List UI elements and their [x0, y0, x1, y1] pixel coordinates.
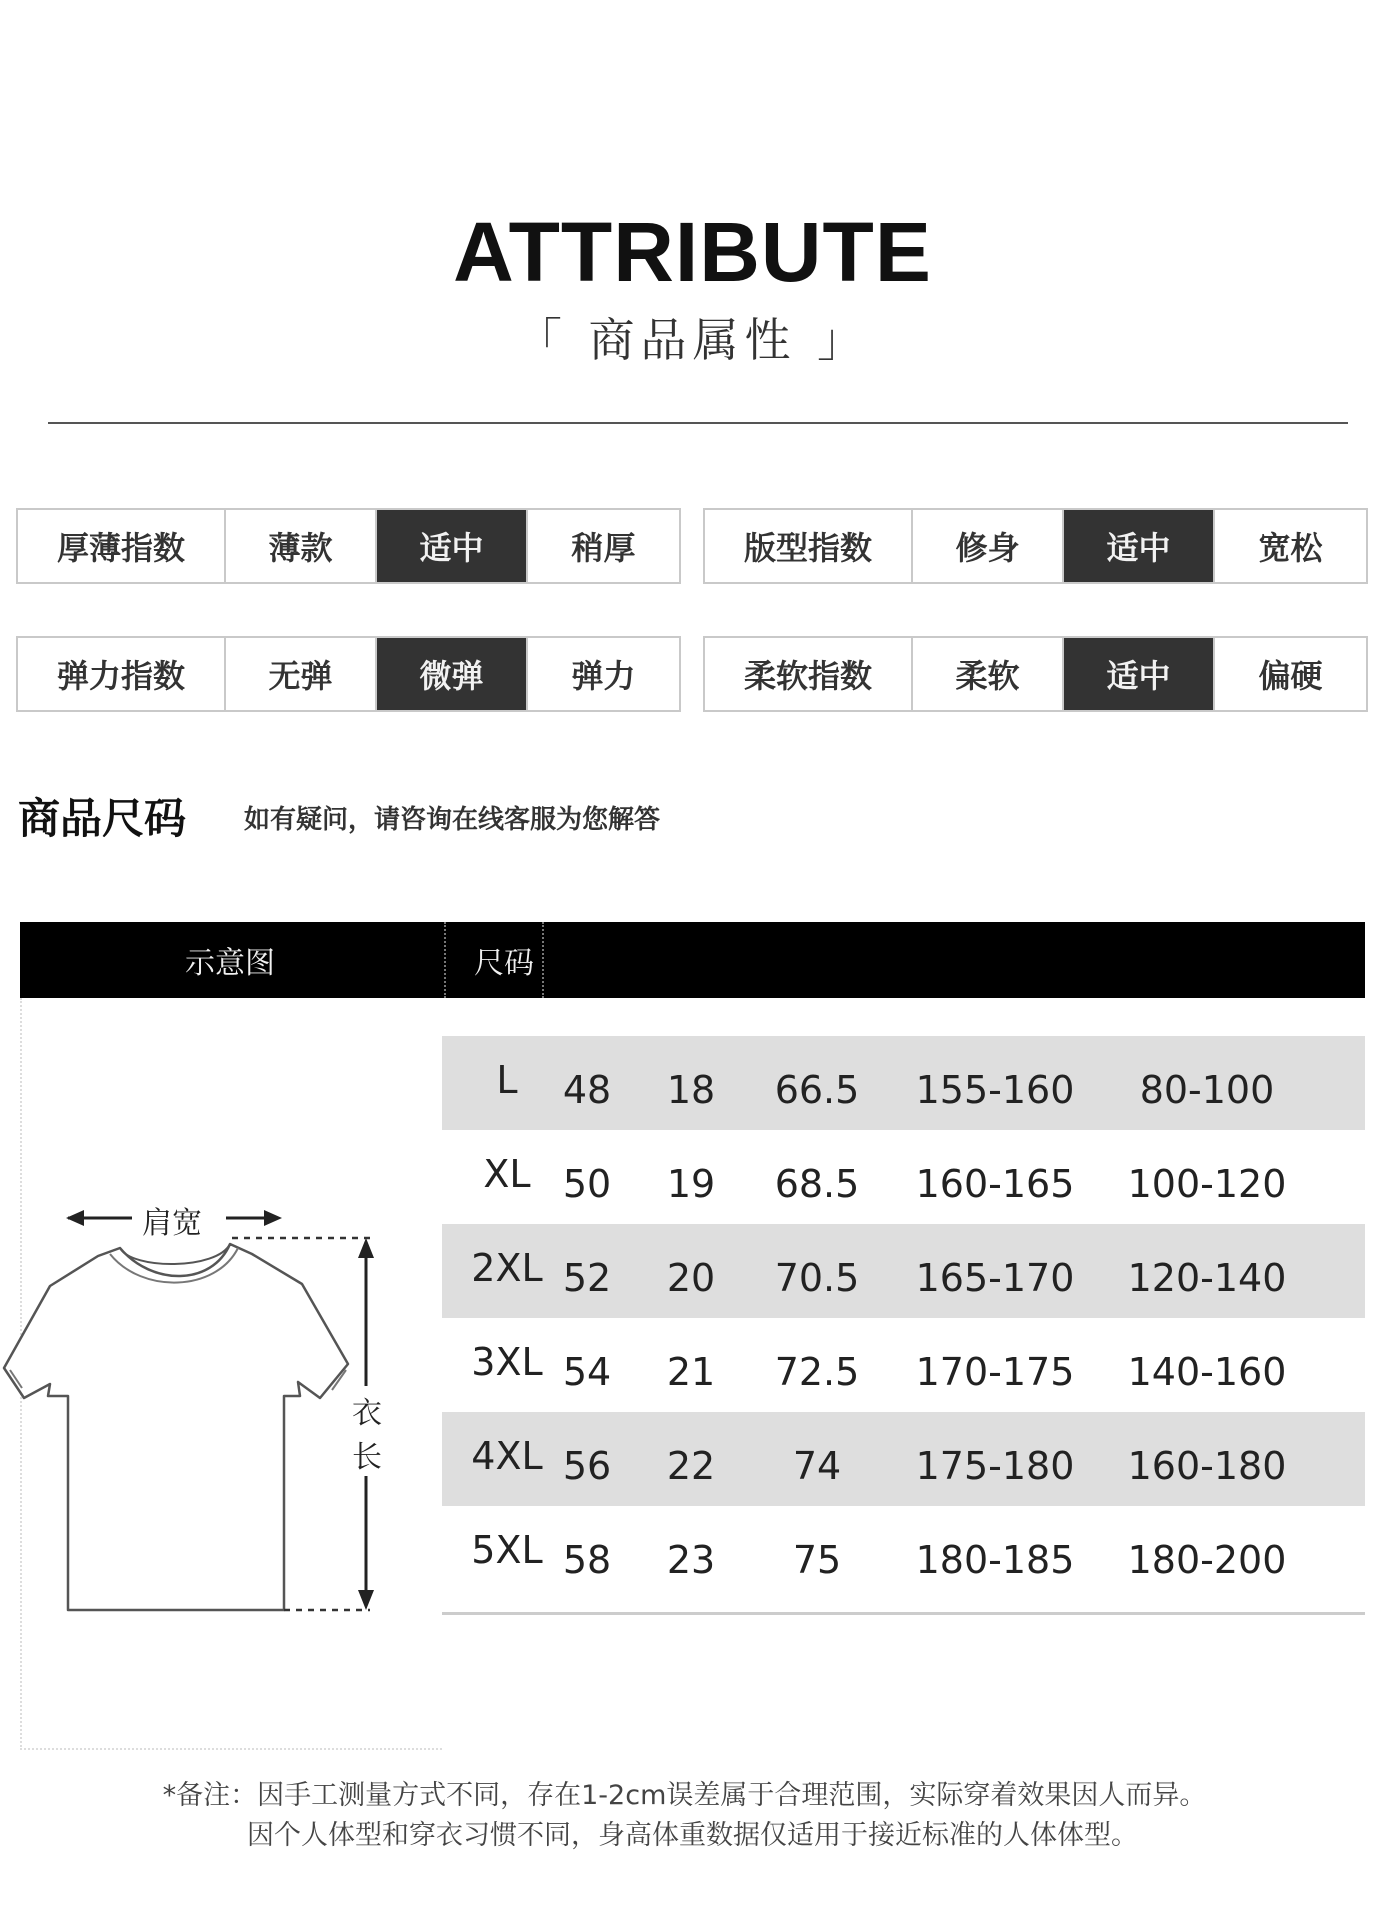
table-bottom-border — [442, 1612, 1365, 1615]
cell-value: 165-170 — [915, 1256, 1075, 1300]
cell-value: 58 — [562, 1538, 612, 1582]
attribute-fit — [703, 508, 1368, 584]
cell-value: 140-160 — [1127, 1350, 1287, 1394]
attribute-thickness — [16, 508, 681, 584]
size-table-header — [20, 922, 1365, 998]
attribute-option: 柔软 — [913, 638, 1064, 710]
cell-value: 50 — [562, 1162, 612, 1206]
size-section-heading: 商品尺码 — [18, 794, 187, 843]
cell-value: 120-140 — [1127, 1256, 1287, 1300]
size-section-note: 如有疑问，请咨询在线客服为您解答 — [244, 805, 661, 835]
attribute-stretch — [16, 636, 681, 712]
attribute-option-selected: 微弹 — [377, 638, 528, 710]
cell-size: 5XL — [471, 1528, 543, 1572]
cell-size: 4XL — [471, 1434, 543, 1478]
cell-value: 80-100 — [1139, 1068, 1275, 1112]
tshirt-diagram — [2, 998, 422, 1748]
page-title: ATTRIBUTE — [453, 205, 932, 299]
cell-size: 2XL — [471, 1246, 543, 1290]
cell-value: 21 — [666, 1350, 716, 1394]
attribute-option-selected: 适中 — [377, 510, 528, 582]
attribute-option: 宽松 — [1258, 529, 1323, 567]
size-table-body — [442, 1036, 1365, 1600]
attribute-option-selected: 适中 — [1064, 638, 1215, 710]
footer-note-line1: *备注：因手工测量方式不同，存在1-2cm误差属于合理范围，实际穿着效果因人而异。 — [162, 1780, 1207, 1811]
header-diagram: 示意图 — [185, 946, 275, 981]
table-row — [442, 1036, 1365, 1130]
cell-value: 70.5 — [774, 1256, 860, 1300]
cell-size: 3XL — [471, 1340, 543, 1384]
attribute-option: 无弹 — [226, 638, 377, 710]
cell-value: 180-200 — [1127, 1538, 1287, 1582]
cell-value: 66.5 — [774, 1068, 860, 1112]
cell-value: 74 — [792, 1444, 842, 1488]
attribute-option: 偏硬 — [1258, 657, 1323, 695]
cell-value: 75 — [792, 1538, 842, 1582]
table-row — [442, 1412, 1365, 1506]
cell-value: 175-180 — [915, 1444, 1075, 1488]
cell-value: 54 — [562, 1350, 612, 1394]
cell-value: 48 — [562, 1068, 612, 1112]
attribute-option: 弹力 — [571, 657, 636, 695]
header-size: 尺码 — [444, 922, 544, 998]
cell-size: XL — [483, 1152, 531, 1196]
cell-value: 18 — [666, 1068, 716, 1112]
cell-value: 23 — [666, 1538, 716, 1582]
cell-value: 22 — [666, 1444, 716, 1488]
cell-value: 100-120 — [1127, 1162, 1287, 1206]
cell-value: 170-175 — [915, 1350, 1075, 1394]
table-row — [442, 1224, 1365, 1318]
cell-value: 155-160 — [915, 1068, 1075, 1112]
table-row — [442, 1318, 1365, 1412]
cell-value: 160-165 — [915, 1162, 1075, 1206]
length-label-top: 衣 — [352, 1396, 382, 1431]
shoulder-label: 肩宽 — [138, 1198, 206, 1242]
attribute-name: 柔软指数 — [705, 638, 913, 710]
attribute-softness — [703, 636, 1368, 712]
attribute-name: 厚薄指数 — [18, 510, 226, 582]
cell-value: 72.5 — [774, 1350, 860, 1394]
attribute-option: 稍厚 — [571, 529, 636, 567]
table-row — [442, 1506, 1365, 1600]
cell-value: 52 — [562, 1256, 612, 1300]
divider — [48, 422, 1348, 424]
attribute-name: 弹力指数 — [18, 638, 226, 710]
attribute-option: 薄款 — [226, 510, 377, 582]
length-label-bottom: 长 — [352, 1440, 382, 1475]
attribute-option-selected: 适中 — [1064, 510, 1215, 582]
cell-value: 20 — [666, 1256, 716, 1300]
cell-value: 180-185 — [915, 1538, 1075, 1582]
attribute-option: 修身 — [913, 510, 1064, 582]
size-diagram — [20, 998, 442, 1750]
cell-value: 19 — [666, 1162, 716, 1206]
cell-value: 56 — [562, 1444, 612, 1488]
cell-value: 160-180 — [1127, 1444, 1287, 1488]
cell-value: 68.5 — [774, 1162, 860, 1206]
footer-note-line2: 因个人体型和穿衣习惯不同，身高体重数据仅适用于接近标准的人体体型。 — [247, 1820, 1138, 1851]
table-row — [442, 1130, 1365, 1224]
attribute-name: 版型指数 — [705, 510, 913, 582]
cell-size: L — [496, 1058, 518, 1102]
page-subtitle: 「 商品属性 」 — [515, 313, 870, 367]
